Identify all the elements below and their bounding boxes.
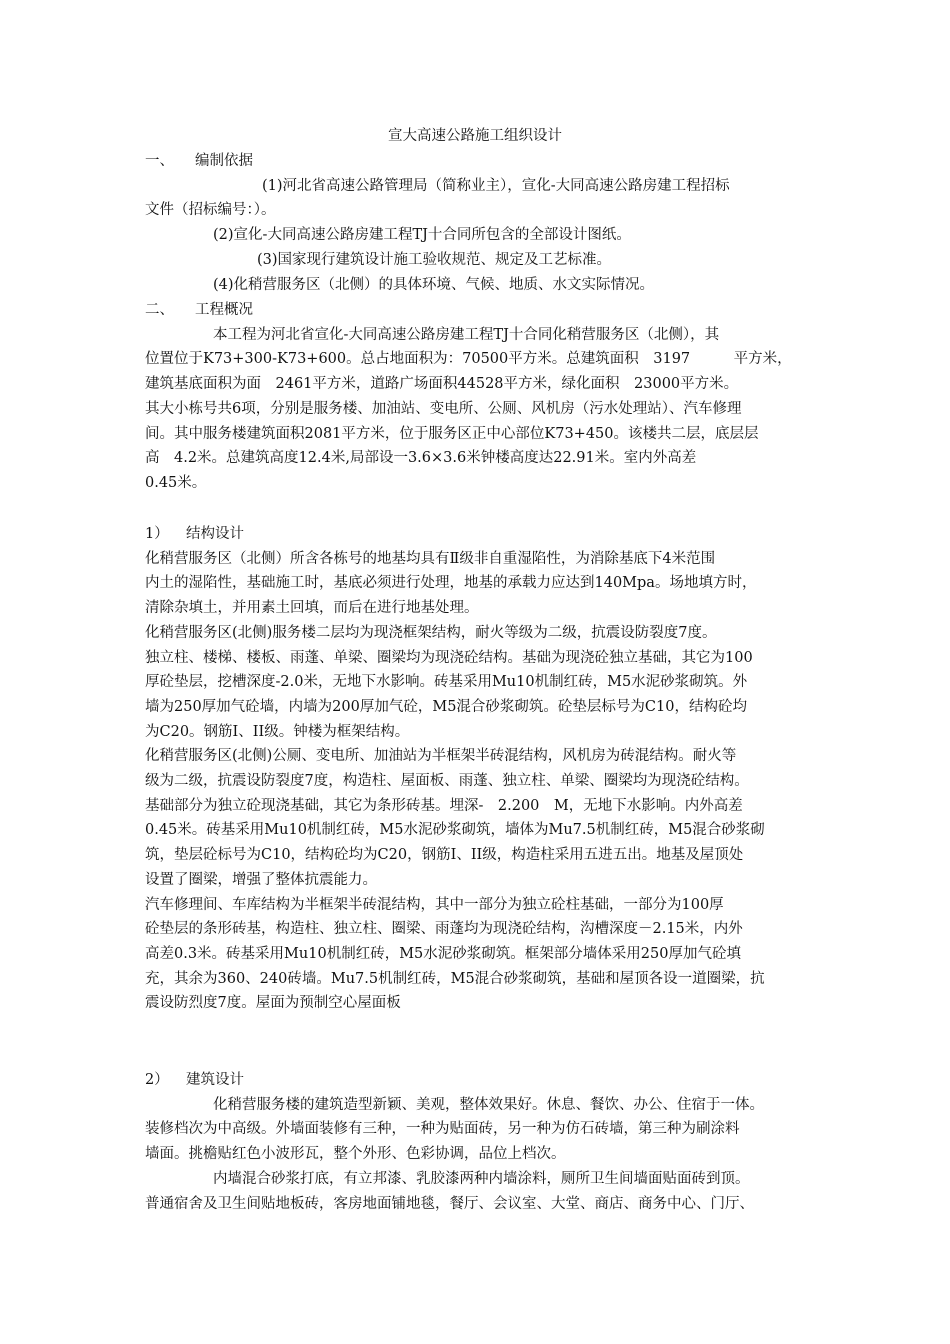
architecture-line: 装修档次为中高级。外墙面装修有三种，一种为贴面砖，另一种为仿石砖墙，第三种为刷涂料 <box>145 1121 740 1138</box>
basis-item-1-line-1: (1)河北省高速公路管理局（简称业主），宣化-大同高速公路房建工程招标 <box>262 177 730 194</box>
section-heading-overview <box>145 298 810 323</box>
structure-line: 砼垫层的条形砖基，构造柱、独立柱、圈梁、雨蓬均为现浇砼结构，沟槽深度－2.15米，内外 <box>145 921 743 938</box>
subsection-number: 2） <box>145 1072 169 1088</box>
overview-line: 本工程为河北省宣化-大同高速公路房建工程TJ十合同化稍营服务区（北侧），其 <box>213 326 720 343</box>
structure-line: 清除杂填土，并用素土回填，而后在进行地基处理。 <box>145 600 479 617</box>
structure-line: 为C20。钢筋Ⅰ、II级。钟楼为框架结构。 <box>145 723 410 740</box>
structure-line: 独立柱、楼梯、楼板、雨蓬、单梁、圈梁均为现浇砼结构。基础为现浇砼独立基础，其它为100 <box>145 649 753 666</box>
architecture-line: 内墙混合砂浆打底，有立邦漆、乳胶漆两种内墙涂料，厕所卫生间墙面贴面砖到顶。 <box>213 1170 750 1187</box>
overview-line: 间。其中服务楼建筑面积2081平方米，位于服务区正中心部位K73+450。该楼共二层，底层层 <box>145 425 759 442</box>
structure-line: 化稍营服务区（北侧）所含各栋号的地基均具有Ⅱ级非自重湿陷性，为消除基底下4米范围 <box>145 550 716 567</box>
section-number: 一、 <box>145 153 174 169</box>
section-structure <box>145 522 810 1016</box>
basis-item-3: (3)国家现行建筑设计施工验收规范、规定及工艺标准。 <box>257 251 612 268</box>
overview-line: 高 4.2米。总建筑高度12.4米,局部设一3.6×3.6米钟楼高度达22.91米。室内外高差 <box>145 450 697 467</box>
structure-line: 0.45米。砖基采用Mu10机制红砖，M5水泥砂浆砌筑，墙体为Mu7.5机制红砖，M5混合砂浆砌 <box>145 822 765 839</box>
section-title: 工程概况 <box>195 302 253 318</box>
basis-item-4: (4)化稍营服务区（北侧）的具体环境、气候、地质、水文实际情况。 <box>213 276 655 293</box>
structure-line: 厚砼垫层，挖槽深度-2.0米，无地下水影响。砖基采用Mu10机制红砖，M5水泥砂浆砌筑。外 <box>145 674 748 691</box>
structure-line: 内土的湿陷性，基础施工时，基底必须进行处理，地基的承载力应达到140Mpa。场地填方时， <box>145 575 757 592</box>
subsection-title: 结构设计 <box>186 526 244 542</box>
section-number: 二、 <box>145 302 174 318</box>
structure-line: 高差0.3米。砖基采用Mu10机制红砖，M5水泥砂浆砌筑。框架部分墙体采用250厚加气砼填 <box>145 945 741 962</box>
structure-line: 筑，垫层砼标号为C10，结构砼均为C20，钢筋Ⅰ、II级，构造柱采用五进五出。地基及屋顶处 <box>145 847 744 864</box>
overview-line: 其大小栋号共6项，分别是服务楼、加油站、变电所、公厕、风机房（污水处理站）、汽车修理 <box>145 400 742 417</box>
structure-line: 震设防烈度7度。屋面为预制空心屋面板 <box>145 995 401 1012</box>
section-basis <box>145 149 810 297</box>
subsection-title: 建筑设计 <box>186 1072 244 1088</box>
document-title: 宣大高速公路施工组织设计 <box>388 128 562 144</box>
basis-item-1-line-2: 文件（招标编号：）。 <box>145 202 276 219</box>
architecture-line: 普通宿舍及卫生间贴地板砖，客房地面铺地毯，餐厅、会议室、大堂、商店、商务中心、门厅、 <box>145 1195 754 1212</box>
section-heading-basis <box>145 149 810 174</box>
section-title: 编制依据 <box>195 153 253 169</box>
subsection-heading-structure <box>145 522 810 547</box>
overview-line: 0.45米。 <box>145 474 207 491</box>
structure-line: 基础部分为独立砼现浇基础，其它为条形砖基。埋深- 2.200 M，无地下水影响。内外高差 <box>145 797 743 814</box>
structure-line: 汽车修理间、车库结构为半框架半砖混结构，其中一部分为独立砼柱基础，一部分为100厚 <box>145 896 724 913</box>
subsection-heading-architecture <box>145 1068 810 1093</box>
architecture-line: 化稍营服务楼的建筑造型新颖、美观，整体效果好。休息、餐饮、办公、住宿于一体。 <box>213 1096 764 1113</box>
overview-line: 建筑基底面积为面 2461平方米，道路广场面积44528平方米，绿化面积 23000平方米。 <box>145 376 739 393</box>
subsection-number: 1） <box>145 526 169 542</box>
structure-line: 化稍营服务区(北侧)公厕、变电所、加油站为半框架半砖混结构，风机房为砖混结构。耐火等 <box>145 748 737 765</box>
structure-line: 级为二级，抗震设防裂度7度，构造柱、屋面板、雨蓬、独立柱、单梁、圈梁均为现浇砼结构。 <box>145 773 749 790</box>
section-architecture <box>145 1068 810 1216</box>
structure-line: 墙为250厚加气砼墙，内墙为200厚加气砼，M5混合砂浆砌筑。砼垫层标号为C10，结构砼均 <box>145 698 747 715</box>
structure-line: 充，其余为360、240砖墙。Mu7.5机制红砖，M5混合砂浆砌筑，基础和屋顶各设一道圈梁，抗 <box>145 970 765 987</box>
overview-line: 位置位于K73+300-K73+600。总占地面积为：70500平方米。总建筑面积 3197 平方米， <box>145 351 792 368</box>
structure-line: 设置了圈梁，增强了整体抗震能力。 <box>145 871 377 888</box>
structure-line: 化稍营服务区(北侧)服务楼二层均为现浇框架结构，耐火等级为二级，抗震设防裂度7度。 <box>145 624 717 641</box>
basis-item-2: (2)宣化-大同高速公路房建工程TJ十合同所包含的全部设计图纸。 <box>213 227 631 244</box>
section-overview <box>145 298 810 496</box>
architecture-line: 墙面。挑檐贴红色小波形瓦，整个外形、色彩协调，品位上档次。 <box>145 1146 566 1163</box>
